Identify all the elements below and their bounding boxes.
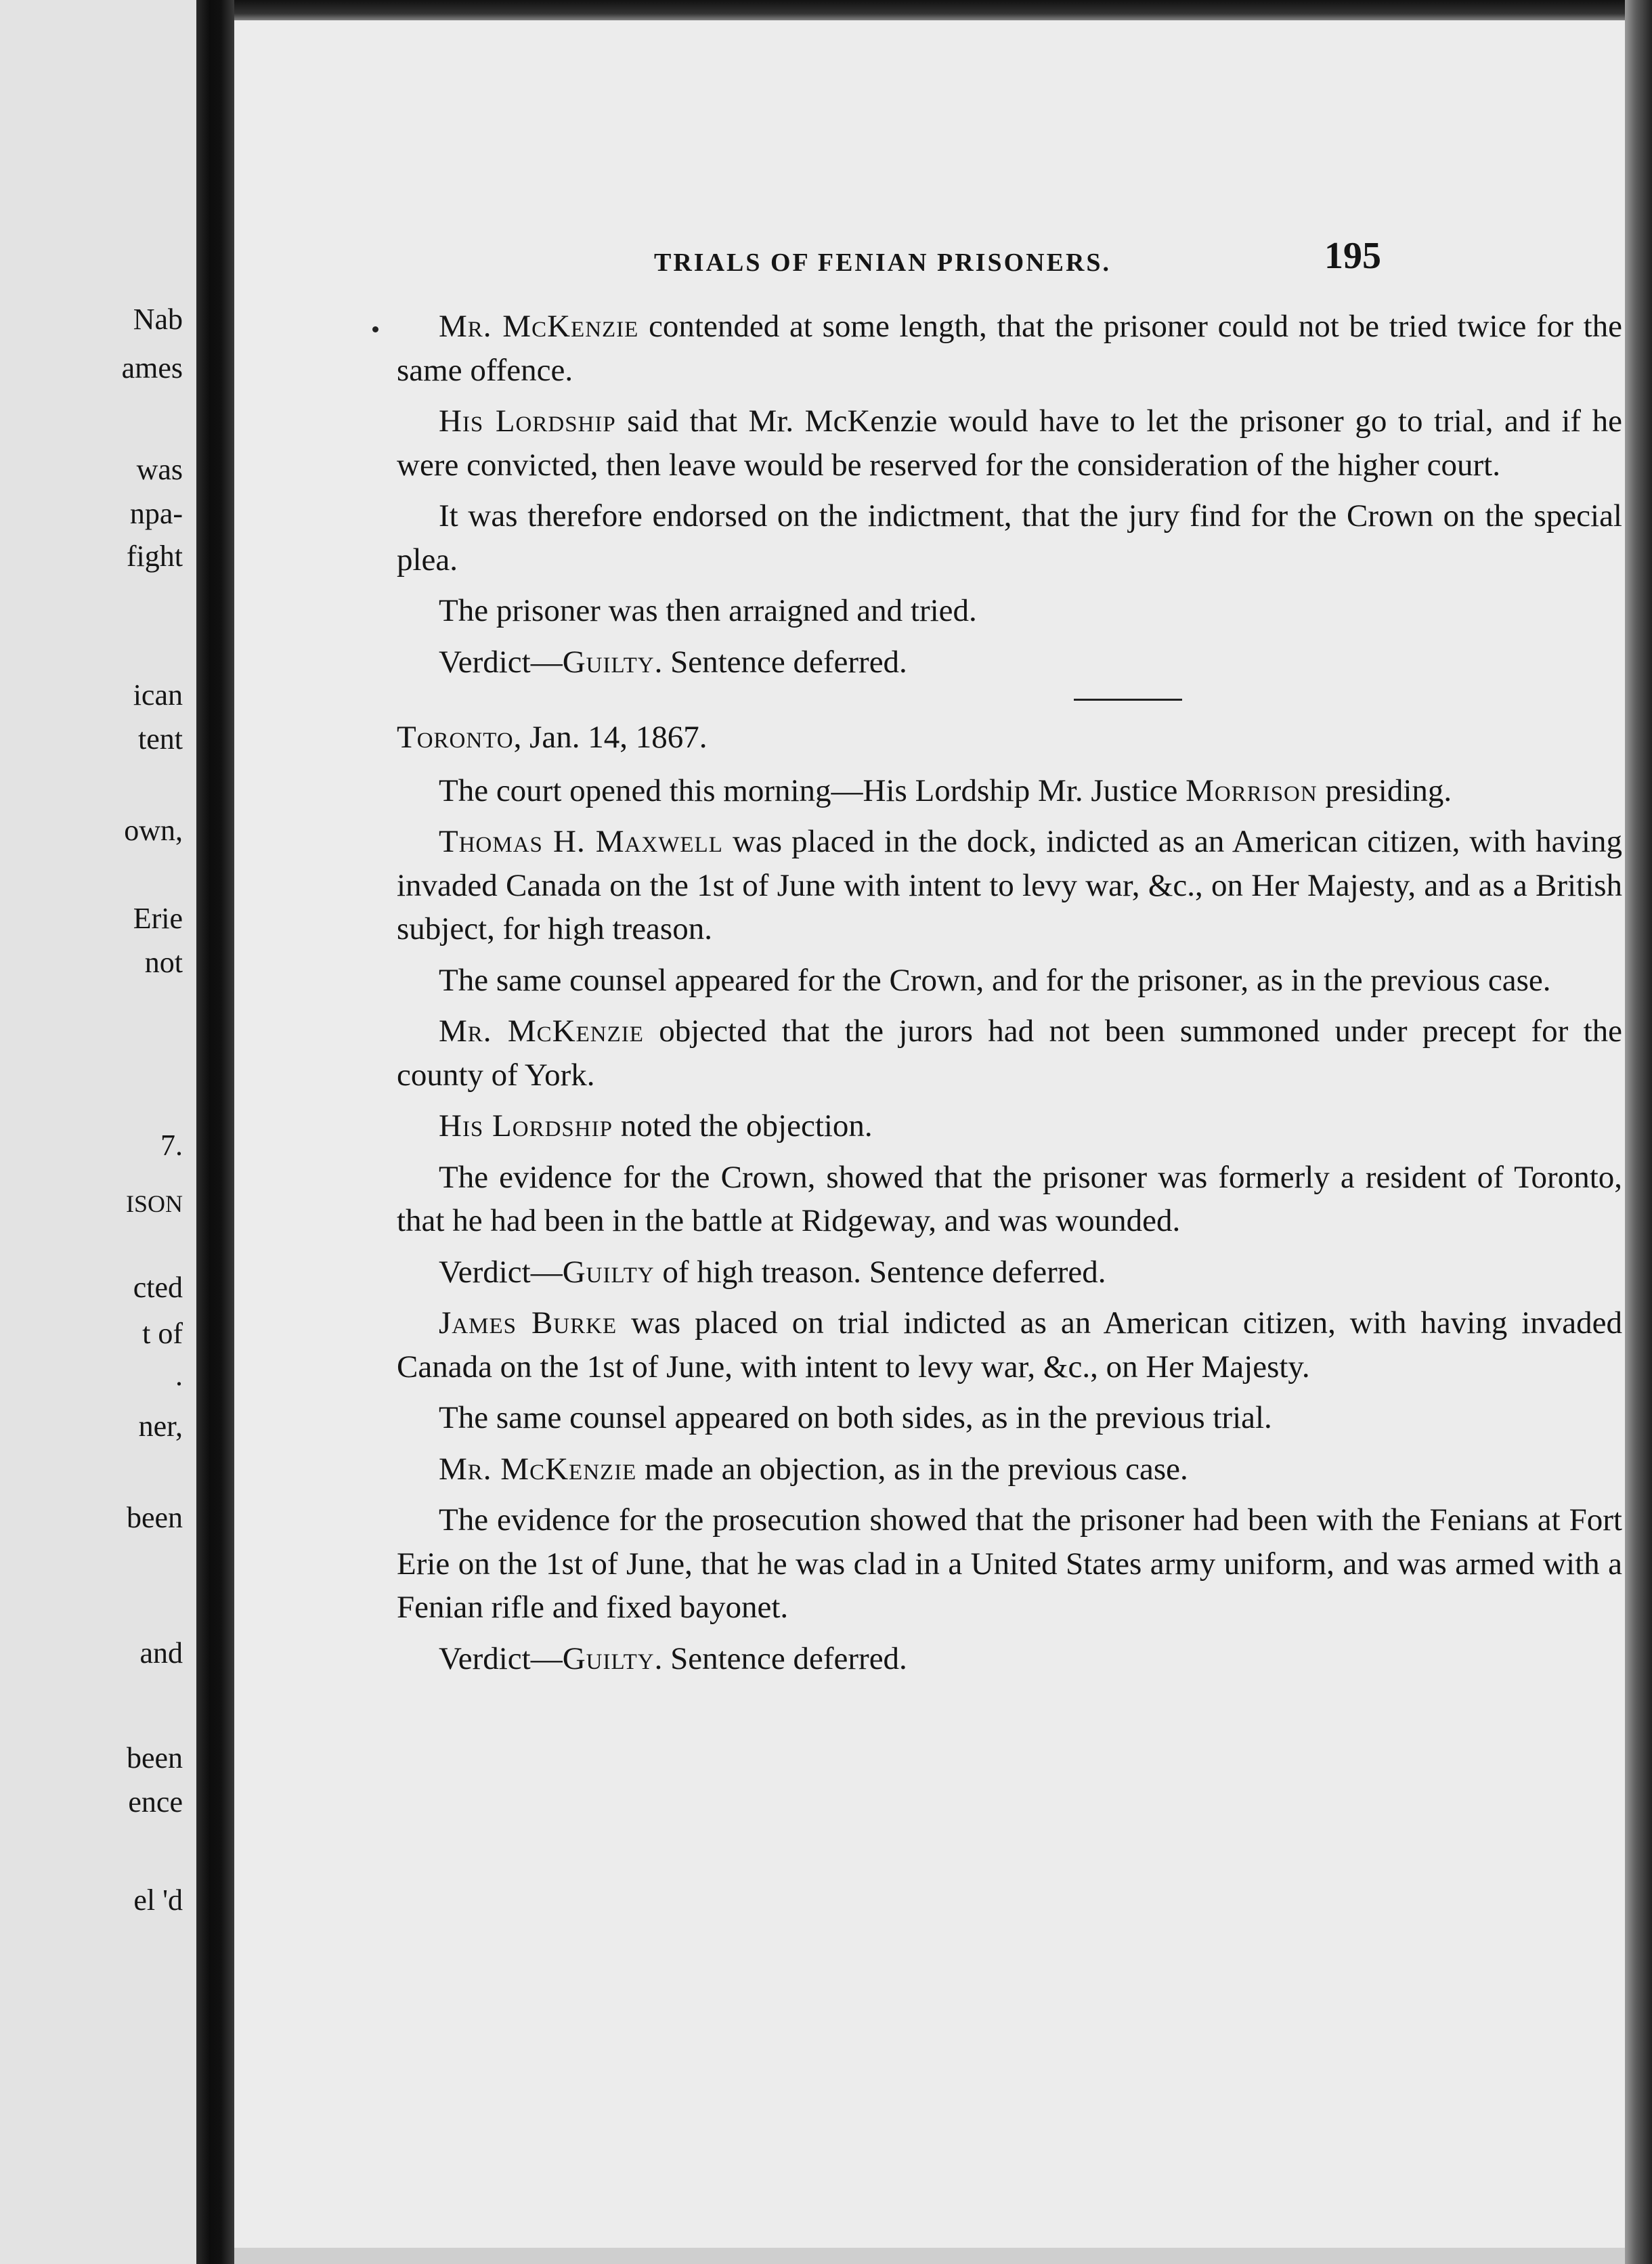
facing-line: ican — [133, 678, 183, 712]
facing-line: npa- — [129, 497, 183, 530]
verdict: Guilty — [562, 644, 655, 680]
paragraph-text: The court opened this morning—His Lordship Mr. Justice — [439, 772, 1186, 808]
facing-line: own, — [124, 814, 183, 847]
facing-line: fight — [126, 540, 183, 573]
paragraph-text: It was therefore endorsed on the indictment, that the jury find for the Crown on the special plea. — [397, 498, 1622, 578]
facing-line: ner, — [138, 1410, 183, 1443]
facing-line: . — [175, 1359, 183, 1392]
speaker: Mr. McKenzie — [439, 1451, 637, 1487]
paragraph-text: The same counsel appeared on both sides, as in the previous trial. — [439, 1400, 1272, 1435]
paragraph — [397, 305, 1622, 392]
paragraph — [397, 820, 1622, 951]
paragraph-text: . Sentence deferred. — [654, 644, 907, 680]
judge-name: Morrison — [1186, 772, 1318, 808]
facing-line: been — [126, 1741, 183, 1775]
paragraph-text: noted the objection. — [612, 1108, 873, 1144]
paragraph — [397, 1498, 1622, 1630]
paragraph — [397, 640, 1622, 684]
facing-line: not — [144, 946, 183, 979]
dateline-place: Toronto — [397, 720, 514, 755]
margin-mark — [372, 326, 378, 332]
facing-line: el 'd — [133, 1884, 183, 1917]
paragraph — [397, 1156, 1622, 1243]
verdict: Guilty — [562, 1254, 655, 1290]
defendant-name: Thomas H. Maxwell — [439, 824, 723, 859]
paragraph — [397, 589, 1622, 633]
facing-line: ence — [128, 1785, 183, 1819]
paragraph — [397, 769, 1622, 813]
paragraph — [397, 1396, 1622, 1440]
paragraph-text: Verdict— — [439, 1640, 563, 1676]
paragraph-text: Verdict— — [439, 644, 563, 680]
paragraph-text: was placed in the dock, indicted as an American citizen, with having invaded Canada on the 1st of June with intent to levy war, &c., on Her Majesty, and as a British subject, for high treason. — [397, 824, 1622, 946]
paragraph-text: objected that the jurors had not been summoned under precept for the county of York. — [397, 1014, 1622, 1093]
defendant-name: James Burke — [439, 1305, 617, 1341]
paragraph — [397, 1301, 1622, 1389]
running-head: TRIALS OF FENIAN PRISONERS. — [654, 248, 1112, 277]
dateline-date: , Jan. 14, 1867. — [513, 720, 708, 755]
facing-line: Nab — [133, 303, 183, 336]
facing-line: 7. — [160, 1129, 183, 1162]
facing-line: tent — [138, 722, 183, 756]
facing-line: ISON — [125, 1190, 183, 1217]
paragraph-text: The evidence for the prosecution showed that the prisoner had been with the Fenians at Fort Erie on the 1st of June, that he was clad in a United States army uniform, and was armed with a Fenian rifle and fixed bayonet. — [397, 1502, 1622, 1625]
paragraph-text: made an objection, as in the previous case. — [636, 1451, 1188, 1487]
paragraph-text: of high treason. Sentence deferred. — [654, 1254, 1106, 1290]
paragraph — [397, 959, 1622, 1003]
facing-line: was — [136, 453, 183, 486]
page-number: 195 — [1324, 235, 1381, 277]
paragraph — [397, 1104, 1622, 1148]
paragraph-text: presiding. — [1317, 772, 1452, 808]
paragraph-text: The evidence for the Crown, showed that the prisoner was formerly a resident of Toronto, that he had been in the battle at Ridgeway, and was wounded. — [397, 1159, 1622, 1238]
paragraph — [397, 1637, 1622, 1681]
paragraph — [397, 1447, 1622, 1492]
page-edge-shadow — [1625, 0, 1652, 2264]
speaker: His Lordship — [439, 404, 616, 439]
speaker: Mr. McKenzie — [439, 309, 639, 344]
facing-line: been — [126, 1501, 183, 1534]
facing-line: t of — [142, 1317, 183, 1350]
speaker: His Lordship — [439, 1108, 613, 1144]
paragraph-text: was placed on trial indicted as an American citizen, with having invaded Canada on the 1st of June, with intent to levy war, &c., on Her Majesty. — [397, 1305, 1622, 1385]
book-gutter — [196, 0, 234, 2264]
facing-page-text — [0, 0, 196, 2264]
facing-line: and — [139, 1636, 183, 1670]
facing-line: cted — [133, 1271, 183, 1304]
book-page — [234, 20, 1625, 2248]
section-rule — [1074, 699, 1182, 701]
paragraph-text: . Sentence deferred. — [654, 1640, 907, 1676]
paragraph-text: The prisoner was then arraigned and tried. — [439, 593, 977, 628]
dateline — [397, 716, 1595, 760]
facing-line: ames — [121, 351, 183, 385]
speaker: Mr. McKenzie — [439, 1014, 644, 1049]
paragraph — [397, 1250, 1622, 1294]
paragraph — [397, 494, 1622, 582]
paragraph-text: Verdict— — [439, 1254, 563, 1290]
paragraph — [397, 1009, 1622, 1097]
facing-line: Erie — [133, 902, 183, 935]
paragraph-text: The same counsel appeared for the Crown, and for the prisoner, as in the previous case. — [439, 962, 1551, 998]
paragraph-text: said that Mr. McKenzie would have to let the prisoner go to trial, and if he were convicted, then leave would be reserved for the consideration of the higher court. — [397, 404, 1622, 483]
body-text — [397, 305, 1622, 1688]
paragraph — [397, 399, 1622, 487]
paragraph-text: contended at some length, that the prisoner could not be tried twice for the same offence. — [397, 309, 1622, 388]
page-header — [234, 230, 1625, 284]
verdict: Guilty — [562, 1640, 655, 1676]
